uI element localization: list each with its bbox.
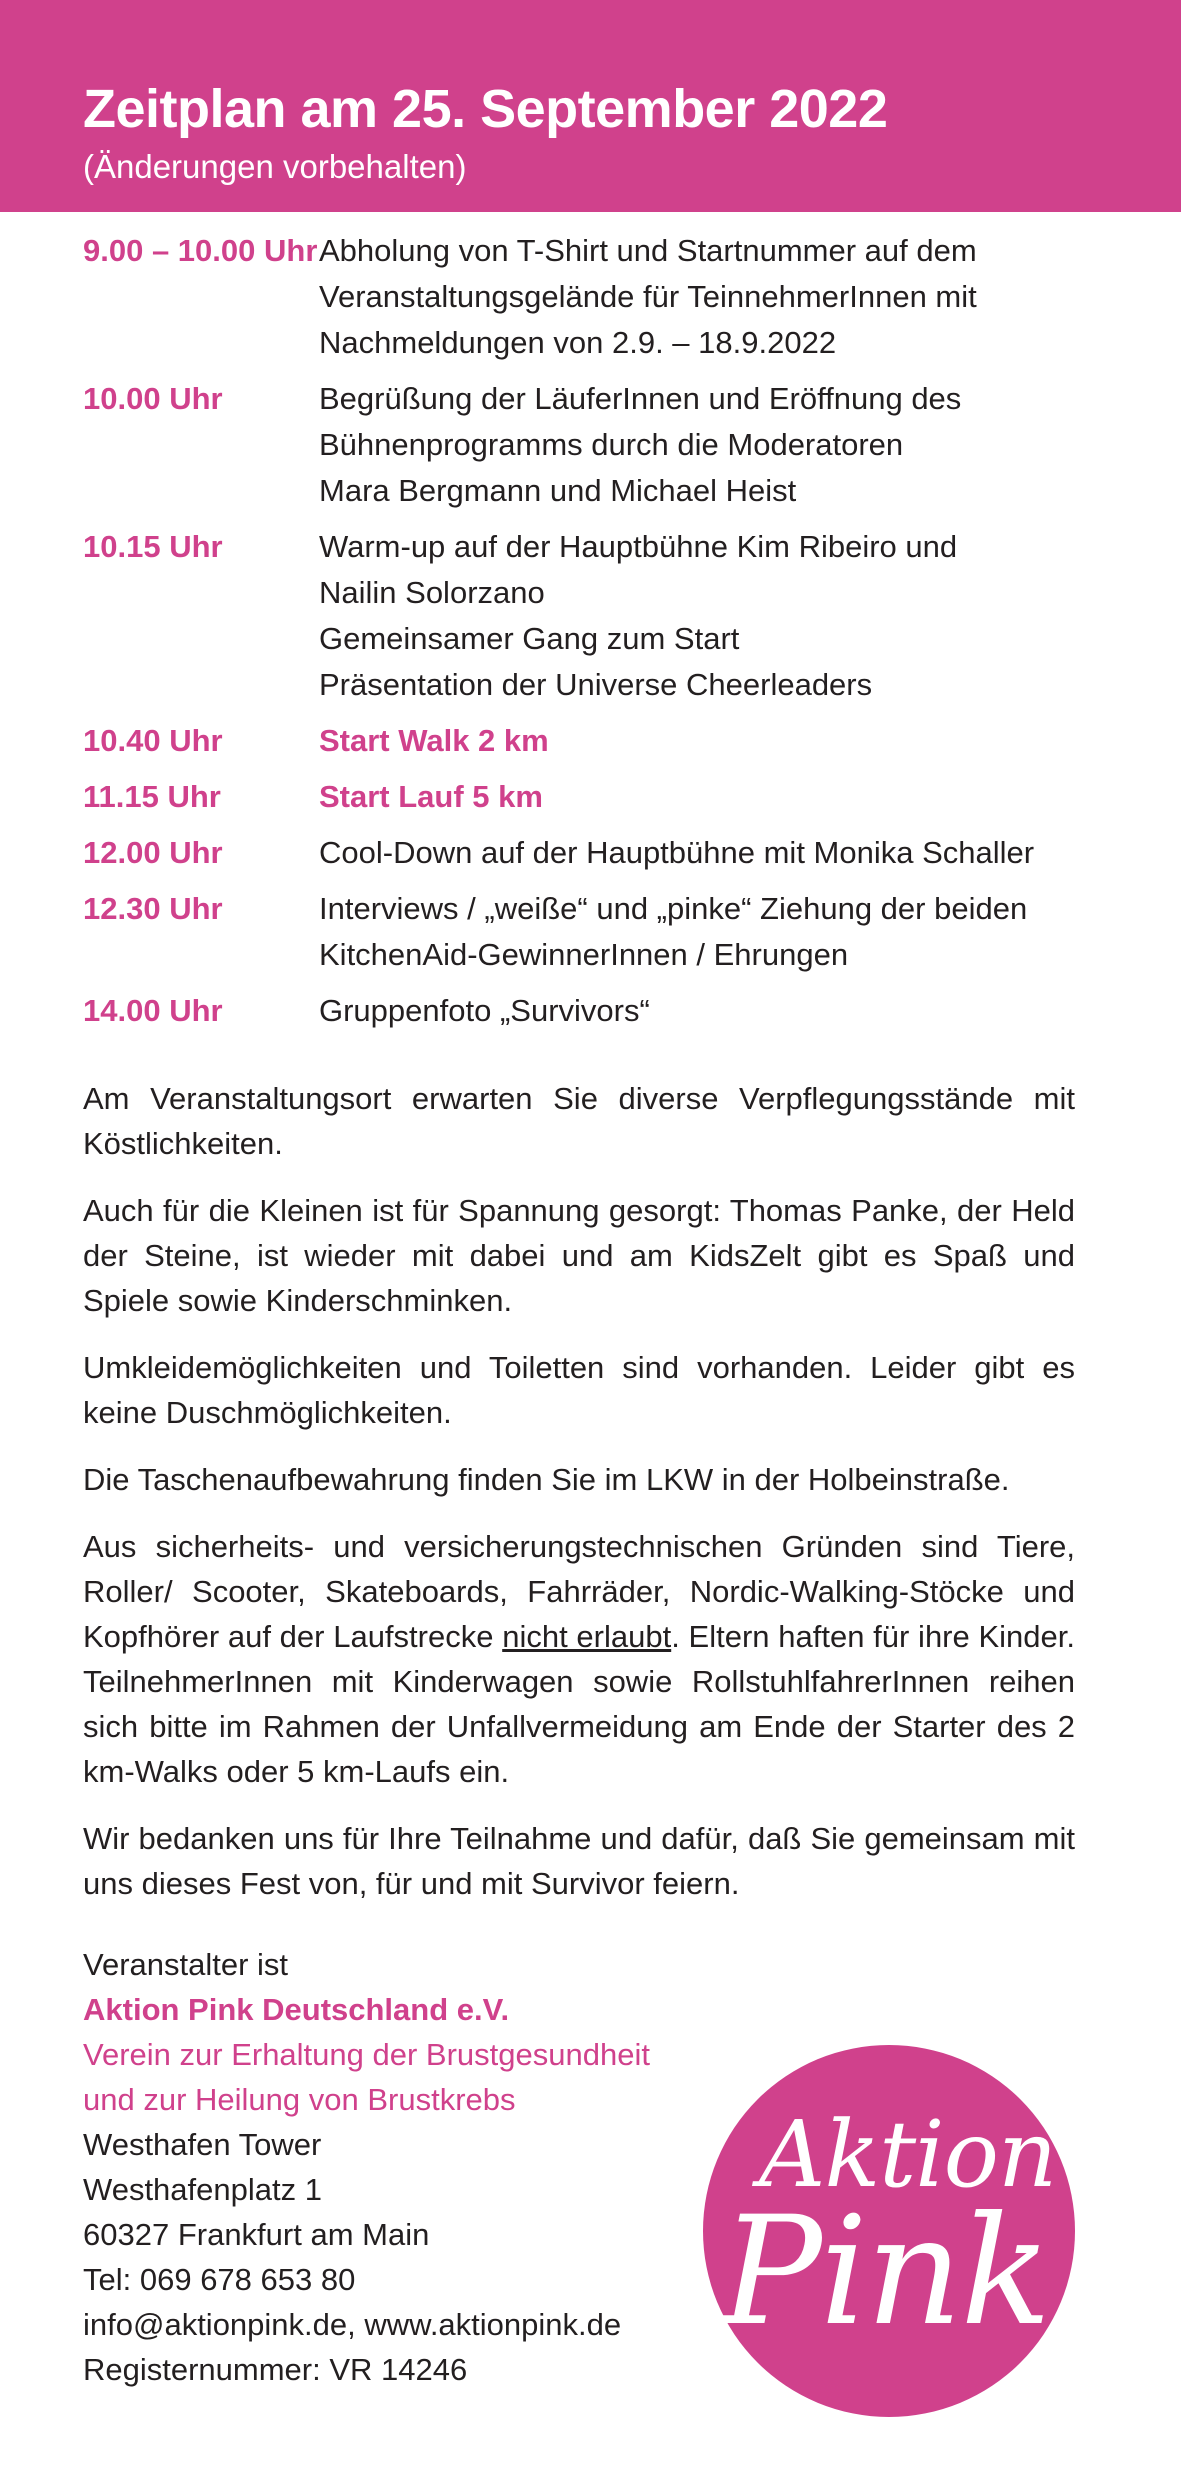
schedule-row — [83, 524, 1113, 708]
description-line: Bühnenprogramms durch die Moderatoren — [319, 427, 904, 462]
schedule-description — [319, 228, 977, 366]
organizer-name: Aktion Pink Deutschland e.V. — [83, 1992, 510, 2027]
not-allowed-text: nicht erlaubt — [502, 1619, 672, 1654]
logo-word-aktion: Aktion — [759, 2101, 1057, 2208]
info-paragraph-facilities: Umkleidemöglichkeiten und Toiletten sind vorhanden. Leider gibt es keine Duschmöglichkeiten. — [83, 1350, 1075, 1430]
organizer-building: Westhafen Tower — [83, 2127, 322, 2162]
schedule-row — [83, 774, 1113, 820]
info-paragraph-safety — [83, 1524, 1075, 1794]
description-line: Interviews / „weiße“ und „pinke“ Ziehung der beiden — [319, 891, 1028, 926]
info-text — [83, 1076, 1075, 1928]
schedule-description — [319, 524, 957, 708]
header-banner — [0, 0, 1181, 212]
schedule-time: 11.15 Uhr — [83, 779, 221, 814]
schedule-time: 10.40 Uhr — [83, 723, 223, 758]
organizer-web: info@aktionpink.de, www.aktionpink.de — [83, 2307, 622, 2342]
schedule-description — [319, 774, 543, 820]
schedule-list — [83, 228, 1113, 1044]
schedule-row — [83, 988, 1113, 1034]
description-line: Cool-Down auf der Hauptbühne mit Monika Schaller — [319, 835, 1035, 870]
schedule-row — [83, 718, 1113, 764]
organizer-tagline: und zur Heilung von Brustkrebs — [83, 2082, 516, 2117]
schedule-time: 9.00 – 10.00 Uhr — [83, 233, 318, 268]
schedule-description — [319, 988, 650, 1034]
organizer-block — [83, 1942, 650, 2392]
schedule-description — [319, 718, 549, 764]
description-line: Präsentation der Universe Cheerleaders — [319, 667, 873, 702]
schedule-time: 10.15 Uhr — [83, 529, 223, 564]
info-paragraph-bags: Die Taschenaufbewahrung finden Sie im LKW in der Holbeinstraße. — [83, 1462, 1010, 1497]
description-line: KitchenAid-GewinnerInnen / Ehrungen — [319, 937, 849, 972]
schedule-row — [83, 228, 1113, 366]
description-line: Veranstaltungsgelände für TeinnehmerInnen mit — [319, 279, 977, 314]
description-line: Nailin Solorzano — [319, 575, 545, 610]
schedule-row — [83, 376, 1113, 514]
logo-word-pink: Pink — [721, 2185, 1050, 2359]
page-subtitle: (Änderungen vorbehalten) — [83, 148, 467, 185]
page-title: Zeitplan am 25. September 2022 — [83, 79, 888, 139]
info-paragraph-thanks: Wir bedanken uns für Ihre Teilnahme und dafür, daß Sie gemeinsam mit uns dieses Fest von, für und mit Survivor feiern. — [83, 1821, 1075, 1901]
schedule-description — [319, 886, 1027, 978]
organizer-intro: Veranstalter ist — [83, 1947, 289, 1982]
info-paragraph-catering: Am Veranstaltungsort erwarten Sie diverse Verpflegungsstände mit Köstlichkeiten. — [83, 1081, 1075, 1161]
schedule-time: 12.30 Uhr — [83, 891, 223, 926]
description-line: Gruppenfoto „Survivors“ — [319, 993, 650, 1028]
safety-text-end: . Eltern haften für ihre Kinder. TeilnehmerInnen mit Kinderwagen sowie RollstuhlfahrerInnen reihen sich bitte im Rahmen der Unfallvermeidung am Ende der Starter des 2 km-Walks oder 5 km-Laufs ein. — [83, 1619, 1075, 1789]
description-line: Mara Bergmann und Michael Heist — [319, 473, 797, 508]
organizer-tagline: Verein zur Erhaltung der Brustgesundheit — [83, 2037, 650, 2072]
schedule-time: 10.00 Uhr — [83, 381, 223, 416]
description-line: Nachmeldungen von 2.9. – 18.9.2022 — [319, 325, 837, 360]
schedule-row — [83, 830, 1113, 876]
schedule-description — [319, 376, 961, 514]
description-line: Begrüßung der LäuferInnen und Eröffnung des — [319, 381, 962, 416]
description-line: Start Walk 2 km — [319, 723, 549, 758]
info-paragraph-kids: Auch für die Kleinen ist für Spannung gesorgt: Thomas Panke, der Held der Steine, ist wieder mit dabei und am KidsZelt gibt es Spaß und Spiele sowie Kinderschminken. — [83, 1193, 1075, 1318]
organizer-street: Westhafenplatz 1 — [83, 2172, 322, 2207]
schedule-time: 14.00 Uhr — [83, 993, 223, 1028]
schedule-row — [83, 886, 1113, 978]
description-line: Start Lauf 5 km — [319, 779, 543, 814]
schedule-time: 12.00 Uhr — [83, 835, 223, 870]
aktion-pink-logo — [703, 2045, 1075, 2417]
organizer-phone: Tel: 069 678 653 80 — [83, 2262, 356, 2297]
description-line: Abholung von T-Shirt und Startnummer auf dem — [319, 233, 977, 268]
description-line: Warm-up auf der Hauptbühne Kim Ribeiro und — [319, 529, 958, 564]
organizer-city: 60327 Frankfurt am Main — [83, 2217, 430, 2252]
organizer-register: Registernummer: VR 14246 — [83, 2352, 468, 2387]
description-line: Gemeinsamer Gang zum Start — [319, 621, 740, 656]
safety-text-start: Aus sicherheits- und versicherungstechnischen Gründen sind Tiere, Roller/ Scooter, Skateboards, Fahrräder, Nordic-Walking-Stöcke und Kopfhörer auf der Laufstrecke — [83, 1529, 1075, 1654]
schedule-description — [319, 830, 1034, 876]
